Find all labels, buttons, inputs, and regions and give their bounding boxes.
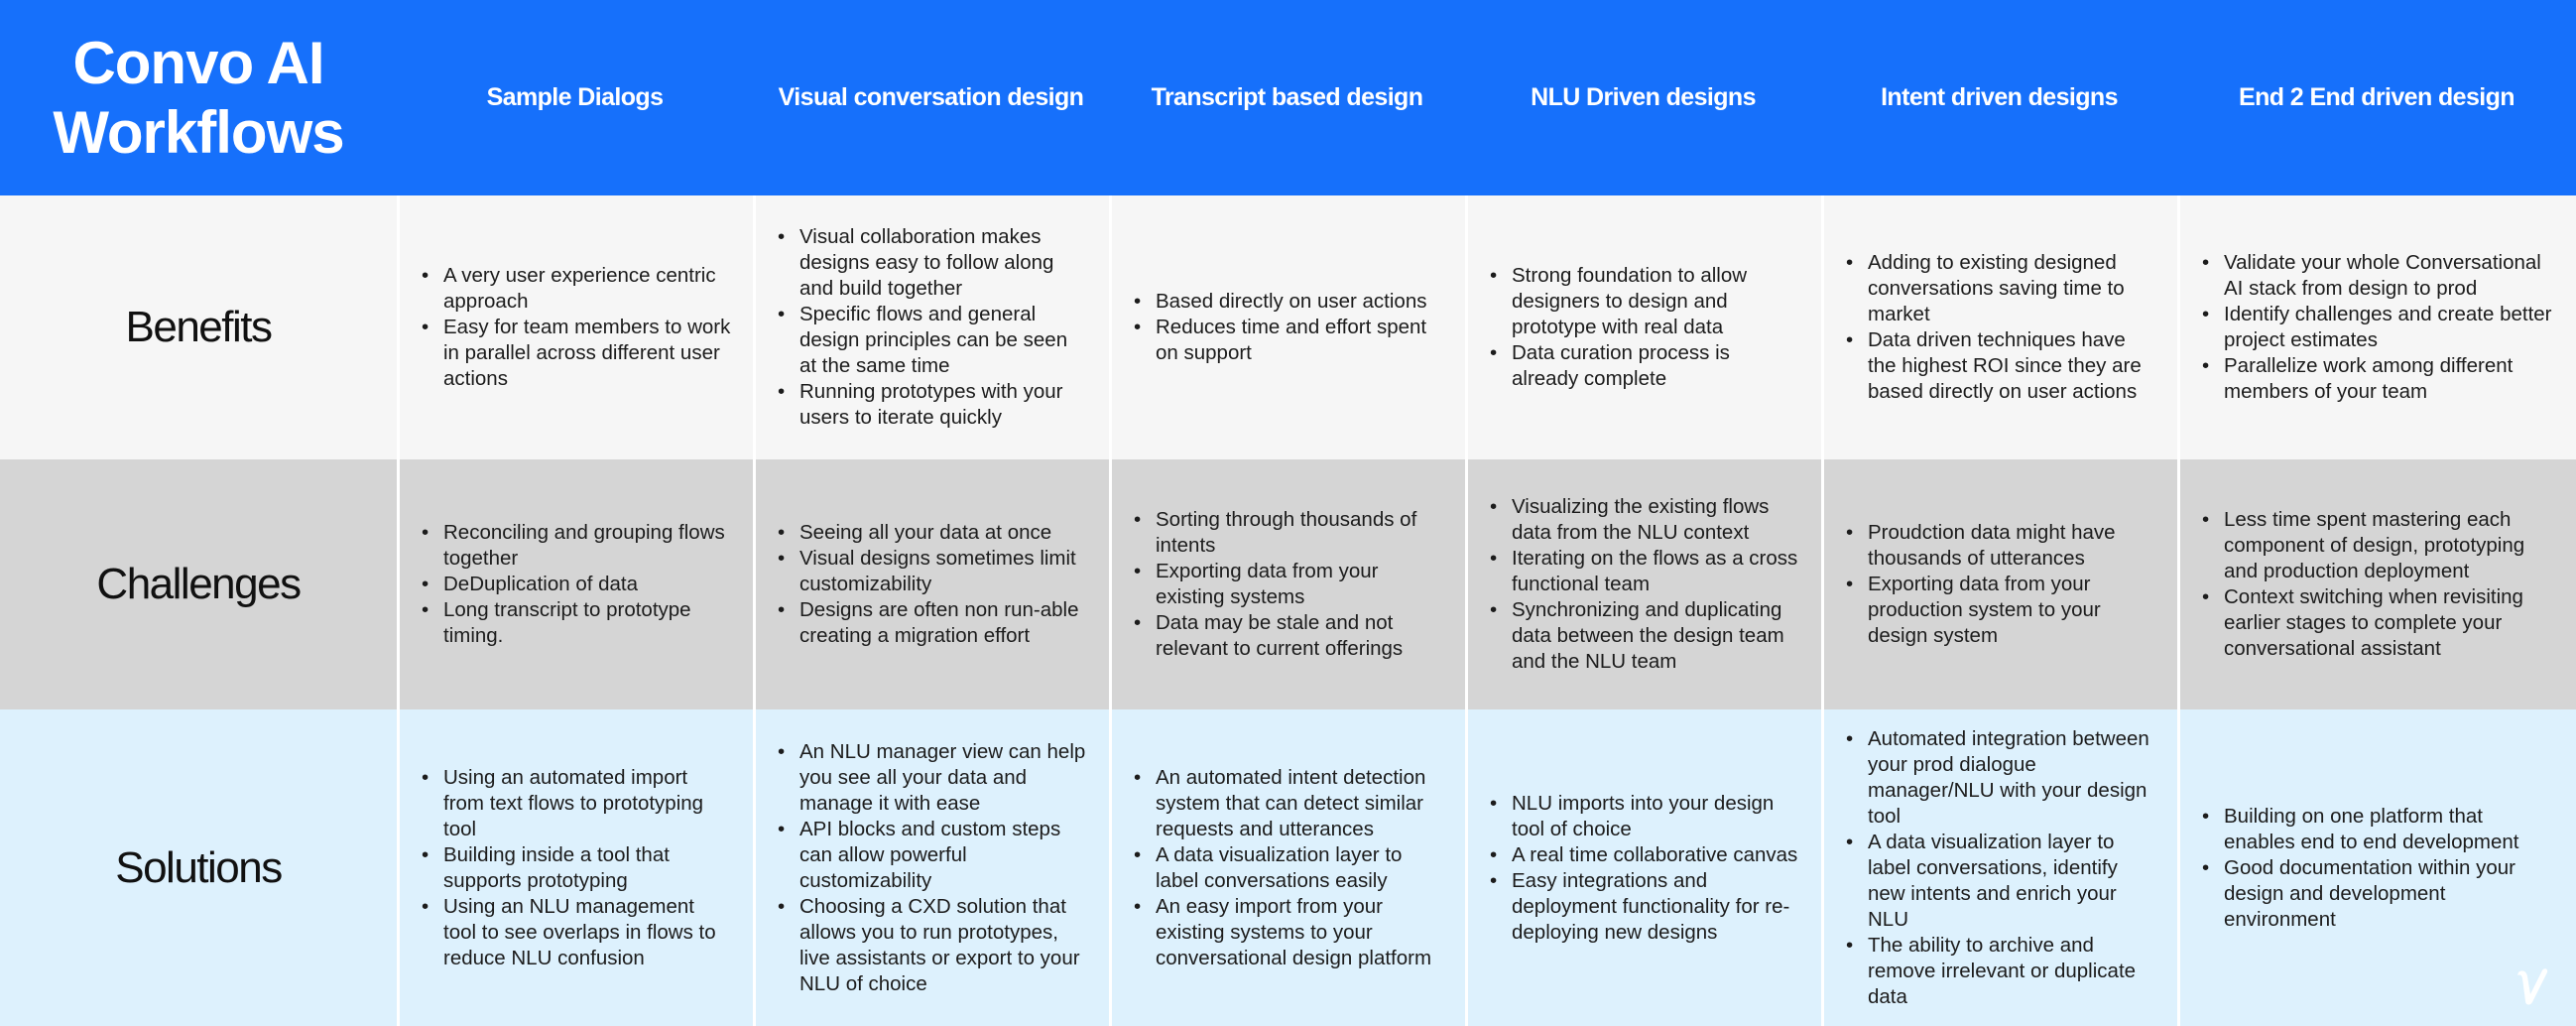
bullet-item: • Designs are often non run-able creating a migration effort bbox=[799, 597, 1087, 649]
bullet-item: • A data visualization layer to label conversations, identify new intents and enrich your NLU bbox=[1868, 830, 2155, 933]
bullet-item: • Less time spent mastering each component of design, prototyping and production deployment bbox=[2224, 507, 2554, 584]
bullet-item: • A real time collaborative canvas bbox=[1512, 842, 1799, 868]
bullet-item: • Reduces time and effort spent on support bbox=[1156, 315, 1443, 366]
table-title-line-2: Workflows bbox=[53, 98, 344, 166]
bullet-item: • An easy import from your existing systems to your conversational design platform bbox=[1156, 894, 1443, 971]
table-cell bbox=[753, 709, 1109, 1026]
bullet-item: • Good documentation within your design and development environment bbox=[2224, 855, 2554, 933]
bullet-item: • An automated intent detection system that can detect similar requests and utterances bbox=[1156, 765, 1443, 842]
bullet-item: • Data curation process is already complete bbox=[1512, 340, 1799, 392]
bullet-list bbox=[2200, 507, 2554, 662]
bullet-list bbox=[2200, 250, 2554, 405]
bullet-item: • Data driven techniques have the highest ROI since they are based directly on user actions bbox=[1868, 327, 2155, 405]
column-header: Intent driven designs bbox=[1821, 0, 2177, 195]
table-cell bbox=[397, 195, 753, 459]
column-header: End 2 End driven design bbox=[2177, 0, 2576, 195]
bullet-item: • API blocks and custom steps can allow powerful customizability bbox=[799, 817, 1087, 894]
bullet-item: • Building inside a tool that supports prototyping bbox=[443, 842, 731, 894]
bullet-item: • Easy for team members to work in parallel across different user actions bbox=[443, 315, 731, 392]
column-header: Sample Dialogs bbox=[397, 0, 753, 195]
table-cell bbox=[1821, 709, 2177, 1026]
bullet-item: • Choosing a CXD solution that allows you to run prototypes, live assistants or export to your NLU of choice bbox=[799, 894, 1087, 997]
bullet-item: • Using an automated import from text flows to prototyping tool bbox=[443, 765, 731, 842]
bullet-list bbox=[420, 520, 731, 649]
row-label-benefits: Benefits bbox=[0, 195, 397, 459]
bullet-item: • An NLU manager view can help you see all your data and manage it with ease bbox=[799, 739, 1087, 817]
bullet-list bbox=[1844, 520, 2155, 649]
bullet-item: • Validate your whole Conversational AI stack from design to prod bbox=[2224, 250, 2554, 302]
bullet-list bbox=[1132, 289, 1443, 366]
table-cell bbox=[2177, 459, 2576, 709]
bullet-item: • Visualizing the existing flows data from the NLU context bbox=[1512, 494, 1799, 546]
bullet-item: • Reconciling and grouping flows together bbox=[443, 520, 731, 572]
table-cell bbox=[397, 709, 753, 1026]
bullet-list bbox=[1132, 765, 1443, 971]
table-cell bbox=[1821, 195, 2177, 459]
bullet-item: • Specific flows and general design principles can be seen at the same time bbox=[799, 302, 1087, 379]
bullet-item: • Adding to existing designed conversations saving time to market bbox=[1868, 250, 2155, 327]
bullet-item: • The ability to archive and remove irrelevant or duplicate data bbox=[1868, 933, 2155, 1010]
bullet-list bbox=[420, 765, 731, 971]
table-cell bbox=[1109, 195, 1465, 459]
bullet-item: • Identify challenges and create better project estimates bbox=[2224, 302, 2554, 353]
bullet-list bbox=[1488, 494, 1799, 675]
column-header: Transcript based design bbox=[1109, 0, 1465, 195]
table-cell bbox=[397, 459, 753, 709]
table-title bbox=[0, 0, 397, 195]
bullet-list bbox=[1844, 726, 2155, 1010]
table-title-line-1: Convo AI bbox=[72, 29, 324, 96]
bullet-item: • Seeing all your data at once bbox=[799, 520, 1087, 546]
bullet-list bbox=[776, 224, 1087, 431]
bullet-item: • Building on one platform that enables end to end development bbox=[2224, 804, 2554, 855]
bullet-item: • Based directly on user actions bbox=[1156, 289, 1443, 315]
bullet-item: • Visual designs sometimes limit customizability bbox=[799, 546, 1087, 597]
voiceflow-logo-icon bbox=[2513, 964, 2552, 1008]
table-cell bbox=[1821, 459, 2177, 709]
table-cell bbox=[753, 195, 1109, 459]
bullet-item: • A data visualization layer to label conversations easily bbox=[1156, 842, 1443, 894]
bullet-list bbox=[2200, 804, 2554, 933]
bullet-list bbox=[776, 520, 1087, 649]
bullet-item: • DeDuplication of data bbox=[443, 572, 731, 597]
row-label-solutions: Solutions bbox=[0, 709, 397, 1026]
bullet-item: • Synchronizing and duplicating data between the design team and the NLU team bbox=[1512, 597, 1799, 675]
bullet-item: • Strong foundation to allow designers to design and prototype with real data bbox=[1512, 263, 1799, 340]
bullet-list bbox=[1488, 791, 1799, 946]
bullet-item: • NLU imports into your design tool of choice bbox=[1512, 791, 1799, 842]
row-label-challenges: Challenges bbox=[0, 459, 397, 709]
bullet-list bbox=[1844, 250, 2155, 405]
bullet-item: • Proudction data might have thousands of utterances bbox=[1868, 520, 2155, 572]
bullet-list bbox=[420, 263, 731, 392]
bullet-item: • Parallelize work among different members of your team bbox=[2224, 353, 2554, 405]
table-cell bbox=[2177, 195, 2576, 459]
bullet-item: • Exporting data from your production system to your design system bbox=[1868, 572, 2155, 649]
bullet-item: • Iterating on the flows as a cross functional team bbox=[1512, 546, 1799, 597]
bullet-list bbox=[776, 739, 1087, 997]
table-cell bbox=[753, 459, 1109, 709]
bullet-item: • Running prototypes with your users to iterate quickly bbox=[799, 379, 1087, 431]
bullet-item: • Data may be stale and not relevant to current offerings bbox=[1156, 610, 1443, 662]
bullet-item: • Context switching when revisiting earlier stages to complete your conversational assistant bbox=[2224, 584, 2554, 662]
table-cell bbox=[1109, 459, 1465, 709]
bullet-item: • Using an NLU management tool to see overlaps in flows to reduce NLU confusion bbox=[443, 894, 731, 971]
bullet-item: • Exporting data from your existing systems bbox=[1156, 559, 1443, 610]
bullet-list bbox=[1132, 507, 1443, 662]
bullet-list bbox=[1488, 263, 1799, 392]
bullet-item: • Sorting through thousands of intents bbox=[1156, 507, 1443, 559]
table-cell bbox=[1109, 709, 1465, 1026]
table-cell bbox=[1465, 195, 1821, 459]
bullet-item: • Easy integrations and deployment functionality for re-deploying new designs bbox=[1512, 868, 1799, 946]
column-header: NLU Driven designs bbox=[1465, 0, 1821, 195]
bullet-item: • Automated integration between your prod dialogue manager/NLU with your design tool bbox=[1868, 726, 2155, 830]
bullet-item: • Visual collaboration makes designs easy to follow along and build together bbox=[799, 224, 1087, 302]
bullet-item: • A very user experience centric approach bbox=[443, 263, 731, 315]
table-cell bbox=[1465, 459, 1821, 709]
column-header: Visual conversation design bbox=[753, 0, 1109, 195]
table-cell bbox=[1465, 709, 1821, 1026]
bullet-item: • Long transcript to prototype timing. bbox=[443, 597, 731, 649]
